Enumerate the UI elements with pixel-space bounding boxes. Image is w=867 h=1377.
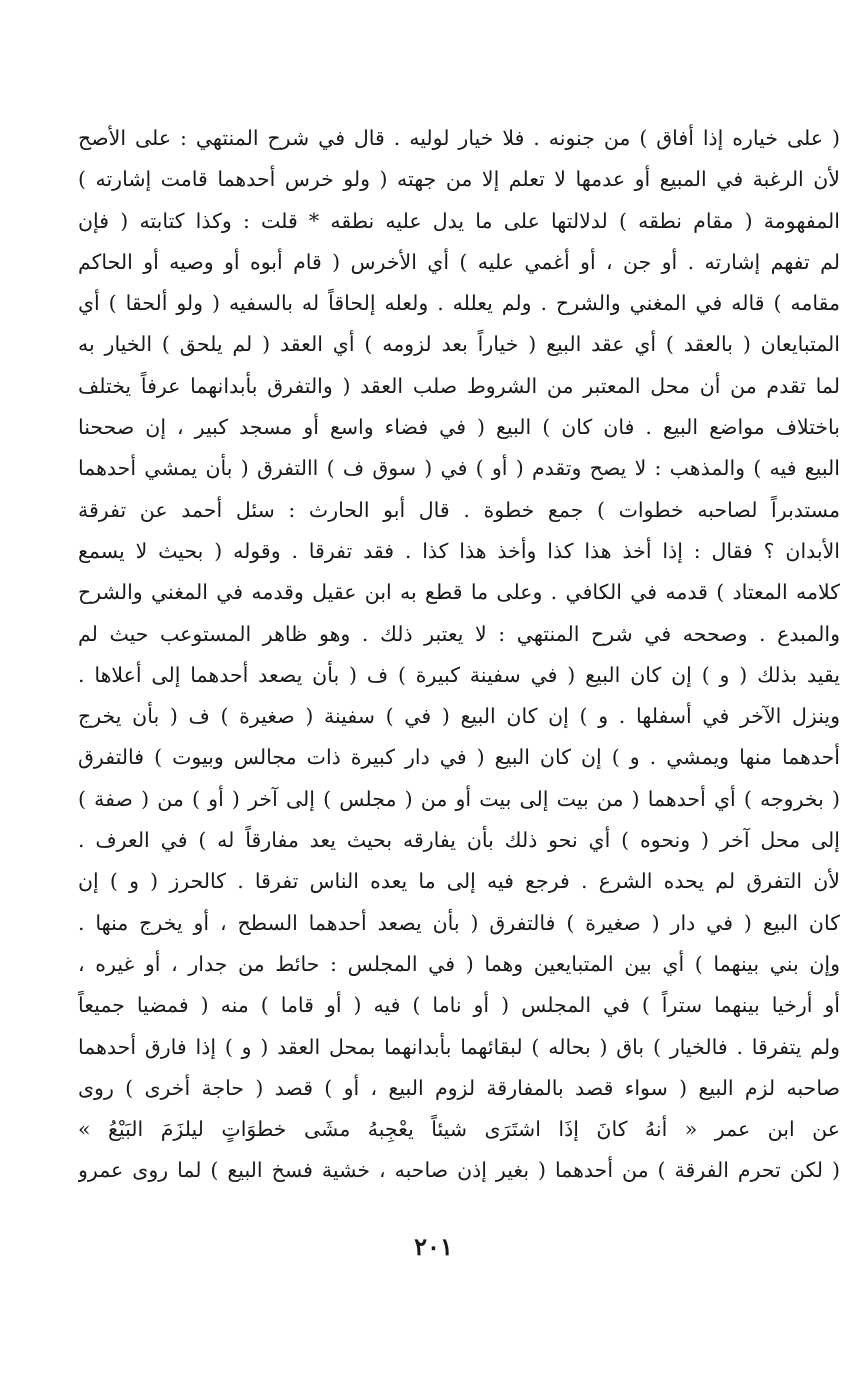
text-line: ( بخروجه ) أي أحدهما ( من بيت إلى بيت أو من ( مجلس ) إلى آخر ( أو ) من ( صفة ) [78, 786, 840, 811]
text-line: أو أرخيا بينهما ستراً ) في المجلس ( أو ناما ) فيه ( أو قاما ) منه ( فمضيا جميعاً [78, 993, 840, 1018]
text-line: لما تقدم من أن محل المعتبر من الشروط صلب العقد ( والتفرق بأبدانهما عرفاً يختلف [78, 373, 840, 398]
text-line: كلامه المعتاد ) قدمه في الكافي . وعلى ما قطع به ابن عقيل وقدمه في المغني والشرح [78, 580, 840, 605]
text-line: أحدهما منها ويمشي . و ) إن كان البيع ( في دار كبيرة ذات مجالس وبيوت ) فالتفرق [78, 745, 840, 770]
text-line: البيع فيه ) والمذهب : لا يصح وتقدم ( أو ) في ( سوق ف ) االتفرق ( بأن يمشي أحدهما [78, 456, 840, 481]
text-line: لأن الرغبة في المبيع أو عدمها لا تعلم إلا من جهته ( ولو خرس أحدهما قامت إشارته ) [78, 167, 840, 192]
text-line: باختلاف مواضع البيع . فان كان ) البيع ( في فضاء واسع أو مسجد كبير ، إن صححنا [78, 415, 840, 440]
text-line: ( على خياره إذا أفاق ) من جنونه . فلا خيار لوليه . قال في شرح المنتهي : على الأصح [78, 126, 840, 150]
text-line: كان البيع ( في دار ( صغيرة ) فالتفرق ( بأن يصعد أحدهما السطح ، أو يخرج منها . [78, 910, 840, 935]
text-line: مقامه ) قاله في المغني والشرح . ولم يعلله . ولعله إلحاقاً له بالسفيه ( ولو ألحقا ) أي [78, 291, 840, 316]
text-line: المتبايعان ( بالعقد ) أي عقد البيع ( خياراً بعد لزومه ) أي العقد ( لم يلحق ) الخيار به [78, 332, 840, 357]
text-line: مستدبراً لصاحبه خطوات ) جمع خطوة . قال أبو الحارث : سئل أحمد عن تفرقة [78, 497, 840, 522]
text-line: الأبدان ؟ فقال : إذا أخذ هذا كذا وأخذ هذا كذا . فقد تفرقا . وقوله ( بحيث لا يسمع [78, 538, 840, 563]
text-line: صاحبه لزم البيع ( سواء قصد بالمفارقة لزوم البيع ، أو ) قصد ( حاجة أخرى ) روى [78, 1075, 840, 1100]
text-line: لأن التفرق لم يحده الشرع . فرجع فيه إلى ما يعده الناس تفرقا . كالحرز ( و ) إن [78, 869, 840, 894]
text-line: يقيد بذلك ( و ) إن كان البيع ( في سفينة كبيرة ) ف ( بأن يصعد أحدهما إلى أعلاها . [78, 662, 840, 687]
page-number: ٢٠١ [414, 1232, 453, 1261]
text-line: وينزل الآخر في أسفلها . و ) إن كان البيع ( في ) سفينة ( صغيرة ) ف ( بأن يخرج [78, 704, 840, 729]
text-line: ولم يتفرقا . فالخيار ) باق ( بحاله ) لبقائهما بأبدانهما بمحل العقد ( و ) إذا فارق أحدهما [78, 1034, 840, 1059]
text-line: ( لكن تحرم الفرقة ) من أحدهما ( بغير إذن صاحبه ، خشية فسخ البيع ) لما روى عمرو [78, 1158, 840, 1183]
text-line: وإن بني بينهما ) أي بين المتبايعين وهما ( في المجلس : حائط من جدار ، أو غيره ، [78, 951, 840, 976]
body-text [78, 118, 840, 1192]
text-line: والمبدع . وصححه في شرح المنتهي : لا يعتبر ذلك . وهو ظاهر المستوعب حيث لم [78, 621, 840, 646]
text-line: لم تفهم إشارته . أو جن ، أو أغمي عليه ) أي الأخرس ( قام أبوه أو وصيه أو الحاكم [78, 249, 840, 274]
text-line: المفهومة ( مقام نطقه ) لدلالتها على ما يدل عليه نطقه * قلت : وكذا كتابته ( فإن [78, 208, 840, 233]
text-line: إلى محل آخر ( ونحوه ) أي نحو ذلك بأن يفارقه بحيث يعد مفارقاً له ) في العرف . [78, 828, 840, 853]
text-line: عن ابن عمر « أنهُ كانَ إذَا اشتَرَى شيئاً يعْجِبهُ مشَى خطوَاتٍ ليلزَمَ البَيْعُ » [78, 1117, 840, 1142]
